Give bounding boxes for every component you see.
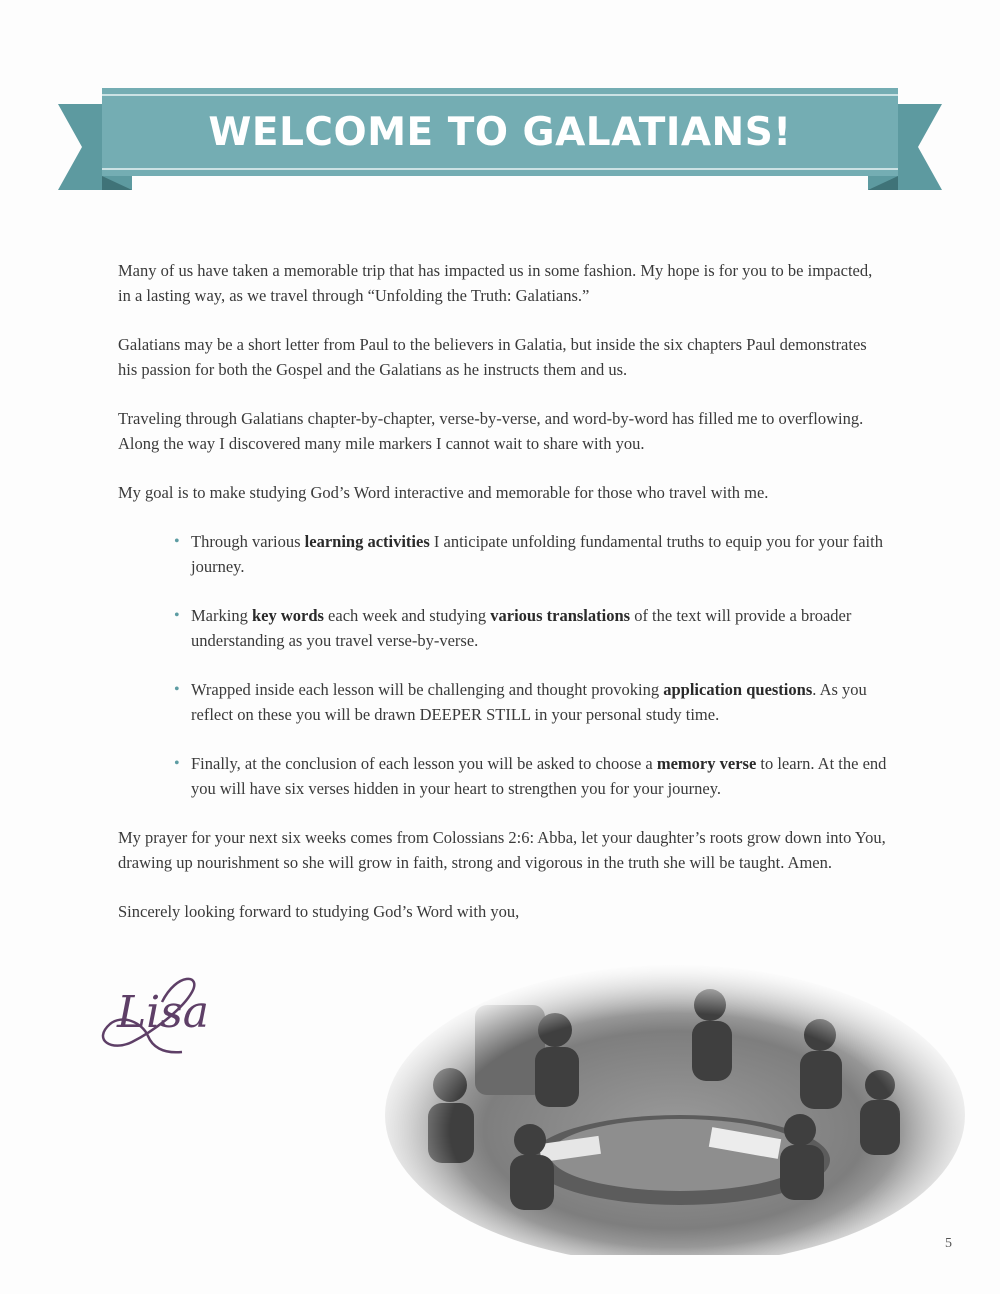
goals-list [118, 529, 888, 801]
signature [92, 962, 222, 1062]
photo-image [380, 955, 970, 1255]
page-title: WELCOME TO GALATIANS! [208, 109, 792, 155]
page-number: 5 [945, 1236, 952, 1251]
key-phrase: key words [251, 606, 324, 625]
key-phrase: application questions [663, 680, 813, 699]
journey-paragraph: Traveling through Galatians chapter-by-chapter, verse-by-verse, and word-by-word has filled me to overflowing. Along the way I discovered many mile markers I cannot wait to share with you. [118, 409, 864, 453]
key-phrase: memory verse [656, 754, 757, 773]
galatia-paragraph: Galatians may be a short letter from Paul to the believers in Galatia, but inside the six chapters Paul demonstrates his passion for both the Gospel and the Galatians as he instructs them and us. [118, 335, 867, 379]
list-item: • Marking key words each week and studying various translations of the text will provide a broader understanding as you travel verse-by-verse. [174, 603, 888, 653]
list-item: • Wrapped inside each lesson will be challenging and thought provoking application questions. As you reflect on these you will be drawn DEEPER STILL in your personal study time. [174, 677, 888, 727]
goal-paragraph: My goal is to make studying God’s Word interactive and memorable for those who travel with me. [118, 483, 769, 502]
bullet-icon: • [174, 755, 180, 772]
group-study-photo [380, 955, 970, 1255]
title-banner [0, 0, 1000, 230]
key-phrase: various translations [490, 606, 631, 625]
signature-name: Lisa [116, 986, 210, 1038]
bullet-icon: • [174, 681, 180, 698]
key-phrase: learning activities [304, 532, 430, 551]
prayer-paragraph: My prayer for your next six weeks comes from Colossians 2:6: Abba, let your daughter’s roots grow down into You, drawing up nourishment so she will grow in faith, strong and vigorous in the truth she will be taught. Amen. [118, 828, 886, 872]
list-item: • Finally, at the conclusion of each lesson you will be asked to choose a memory verse to learn. At the end you will have six verses hidden in your heart to strengthen you for your journey. [174, 751, 888, 801]
bullet-icon: • [174, 607, 180, 624]
list-item: • Through various learning activities I anticipate unfolding fundamental truths to equip you for your faith journey. [174, 529, 888, 579]
bullet-icon: • [174, 533, 180, 550]
closing-line: Sincerely looking forward to studying God’s Word with you, [118, 902, 520, 921]
intro-paragraph: Many of us have taken a memorable trip that has impacted us in some fashion. My hope is for you to be impacted, in a lasting way, as we travel through “Unfolding the Truth: Galatians.” [118, 261, 873, 305]
letter-body [118, 258, 888, 948]
